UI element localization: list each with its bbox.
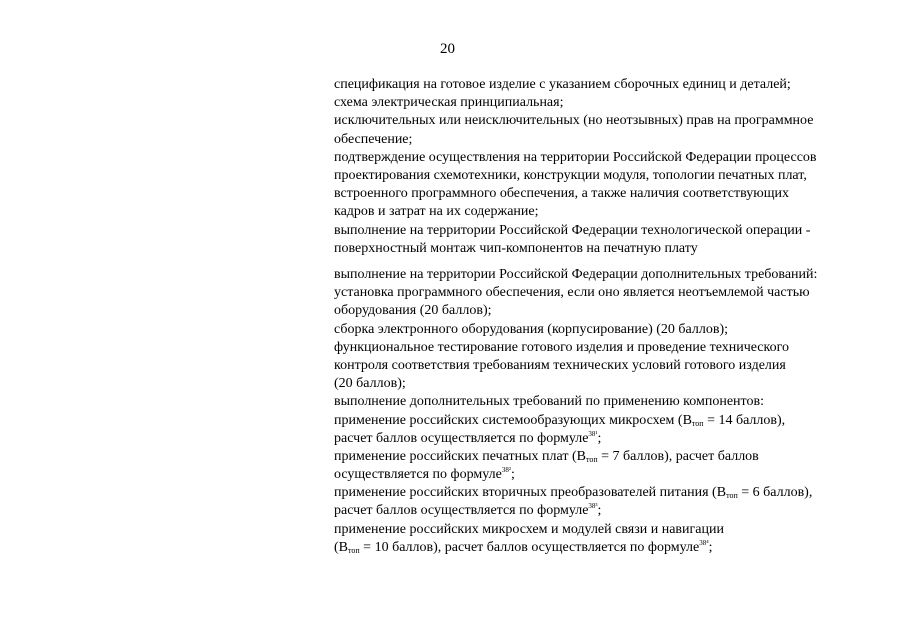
- text-line: выполнение дополнительных требований по применению компонентов:: [334, 394, 764, 410]
- footnote-ref: 38¹: [588, 429, 598, 438]
- subscript-top: топ: [726, 491, 738, 501]
- text-line: контроля соответствия требованиям технических условий готового изделия: [334, 357, 786, 373]
- text-line-formula: [334, 448, 874, 466]
- text-line-formula: [334, 539, 874, 557]
- text-line: встроенного программного обеспечения, а также наличия соответствующих: [334, 186, 789, 202]
- text-segment: расчет баллов осуществляется по формуле: [334, 430, 589, 446]
- text-line: функциональное тестирование готового изделия и проведение технического: [334, 339, 790, 355]
- subscript-top: топ: [348, 545, 360, 555]
- text-line: кадров и затрат на их содержание;: [334, 204, 539, 220]
- text-segment: осуществляется по формуле: [334, 467, 502, 483]
- text-line-formula: [334, 466, 874, 484]
- text-line-formula: [334, 430, 874, 448]
- text-line: применение российских микросхем и модулей связи и навигации: [334, 521, 724, 537]
- text-segment: ;: [510, 467, 515, 483]
- text-line: (20 баллов);: [334, 376, 406, 392]
- footnote-ref: 38³: [588, 502, 598, 511]
- text-line: проектирования схемотехники, конструкции модуля, топологии печатных плат,: [334, 167, 807, 183]
- text-line: сборка электронного оборудования (корпусирование) (20 баллов);: [334, 321, 729, 337]
- text-segment: ;: [597, 430, 602, 446]
- text-line: установка программного обеспечения, если оно является неотъемлемой частью: [334, 285, 810, 301]
- text-segment: ;: [708, 539, 713, 555]
- text-line: обеспечение;: [334, 131, 413, 147]
- text-segment: применение российских вторичных преобразователей питания (В: [334, 485, 727, 501]
- text-segment: = 10 баллов), расчет баллов осуществляется по формуле: [359, 539, 700, 555]
- text-line-formula: [334, 502, 874, 520]
- text-line: спецификация на готовое изделие с указанием сборочных единиц и деталей;: [334, 77, 791, 92]
- text-line: поверхностный монтаж чип-компонентов на печатную плату: [334, 240, 698, 256]
- text-line-formula: [334, 412, 874, 430]
- text-block-additional-requirements: [334, 266, 874, 557]
- subscript-top: топ: [691, 418, 704, 428]
- text-line: выполнение на территории Российской Федерации технологической операции -: [334, 222, 811, 238]
- text-line: оборудования (20 баллов);: [334, 303, 492, 319]
- text-segment: ;: [597, 503, 602, 519]
- page-number: 20: [440, 41, 455, 57]
- text-segment: применение российских системообразующих микросхем (В: [334, 412, 692, 428]
- text-segment: = 6 баллов),: [737, 485, 813, 501]
- text-line: схема электрическая принципиальная;: [334, 95, 564, 111]
- text-segment: применение российских печатных плат (В: [334, 448, 586, 464]
- text-line: подтверждение осуществления на территории Российской Федерации процессов: [334, 149, 817, 165]
- text-line-formula: [334, 484, 874, 502]
- subscript-top: топ: [585, 454, 598, 464]
- text-segment: = 7 баллов), расчет баллов: [597, 448, 759, 464]
- text-line: выполнение на территории Российской Федерации дополнительных требований:: [334, 267, 818, 282]
- footnote-ref: 38²: [501, 466, 511, 475]
- footnote-ref: 38⁴: [699, 538, 709, 547]
- text-segment: (В: [334, 539, 348, 555]
- text-block-requirements: [334, 76, 874, 258]
- text-segment: расчет баллов осуществляется по формуле: [334, 503, 589, 519]
- text-line: исключительных или неисключительных (но неотзывных) прав на программное: [334, 113, 814, 129]
- text-segment: = 14 баллов),: [703, 412, 786, 428]
